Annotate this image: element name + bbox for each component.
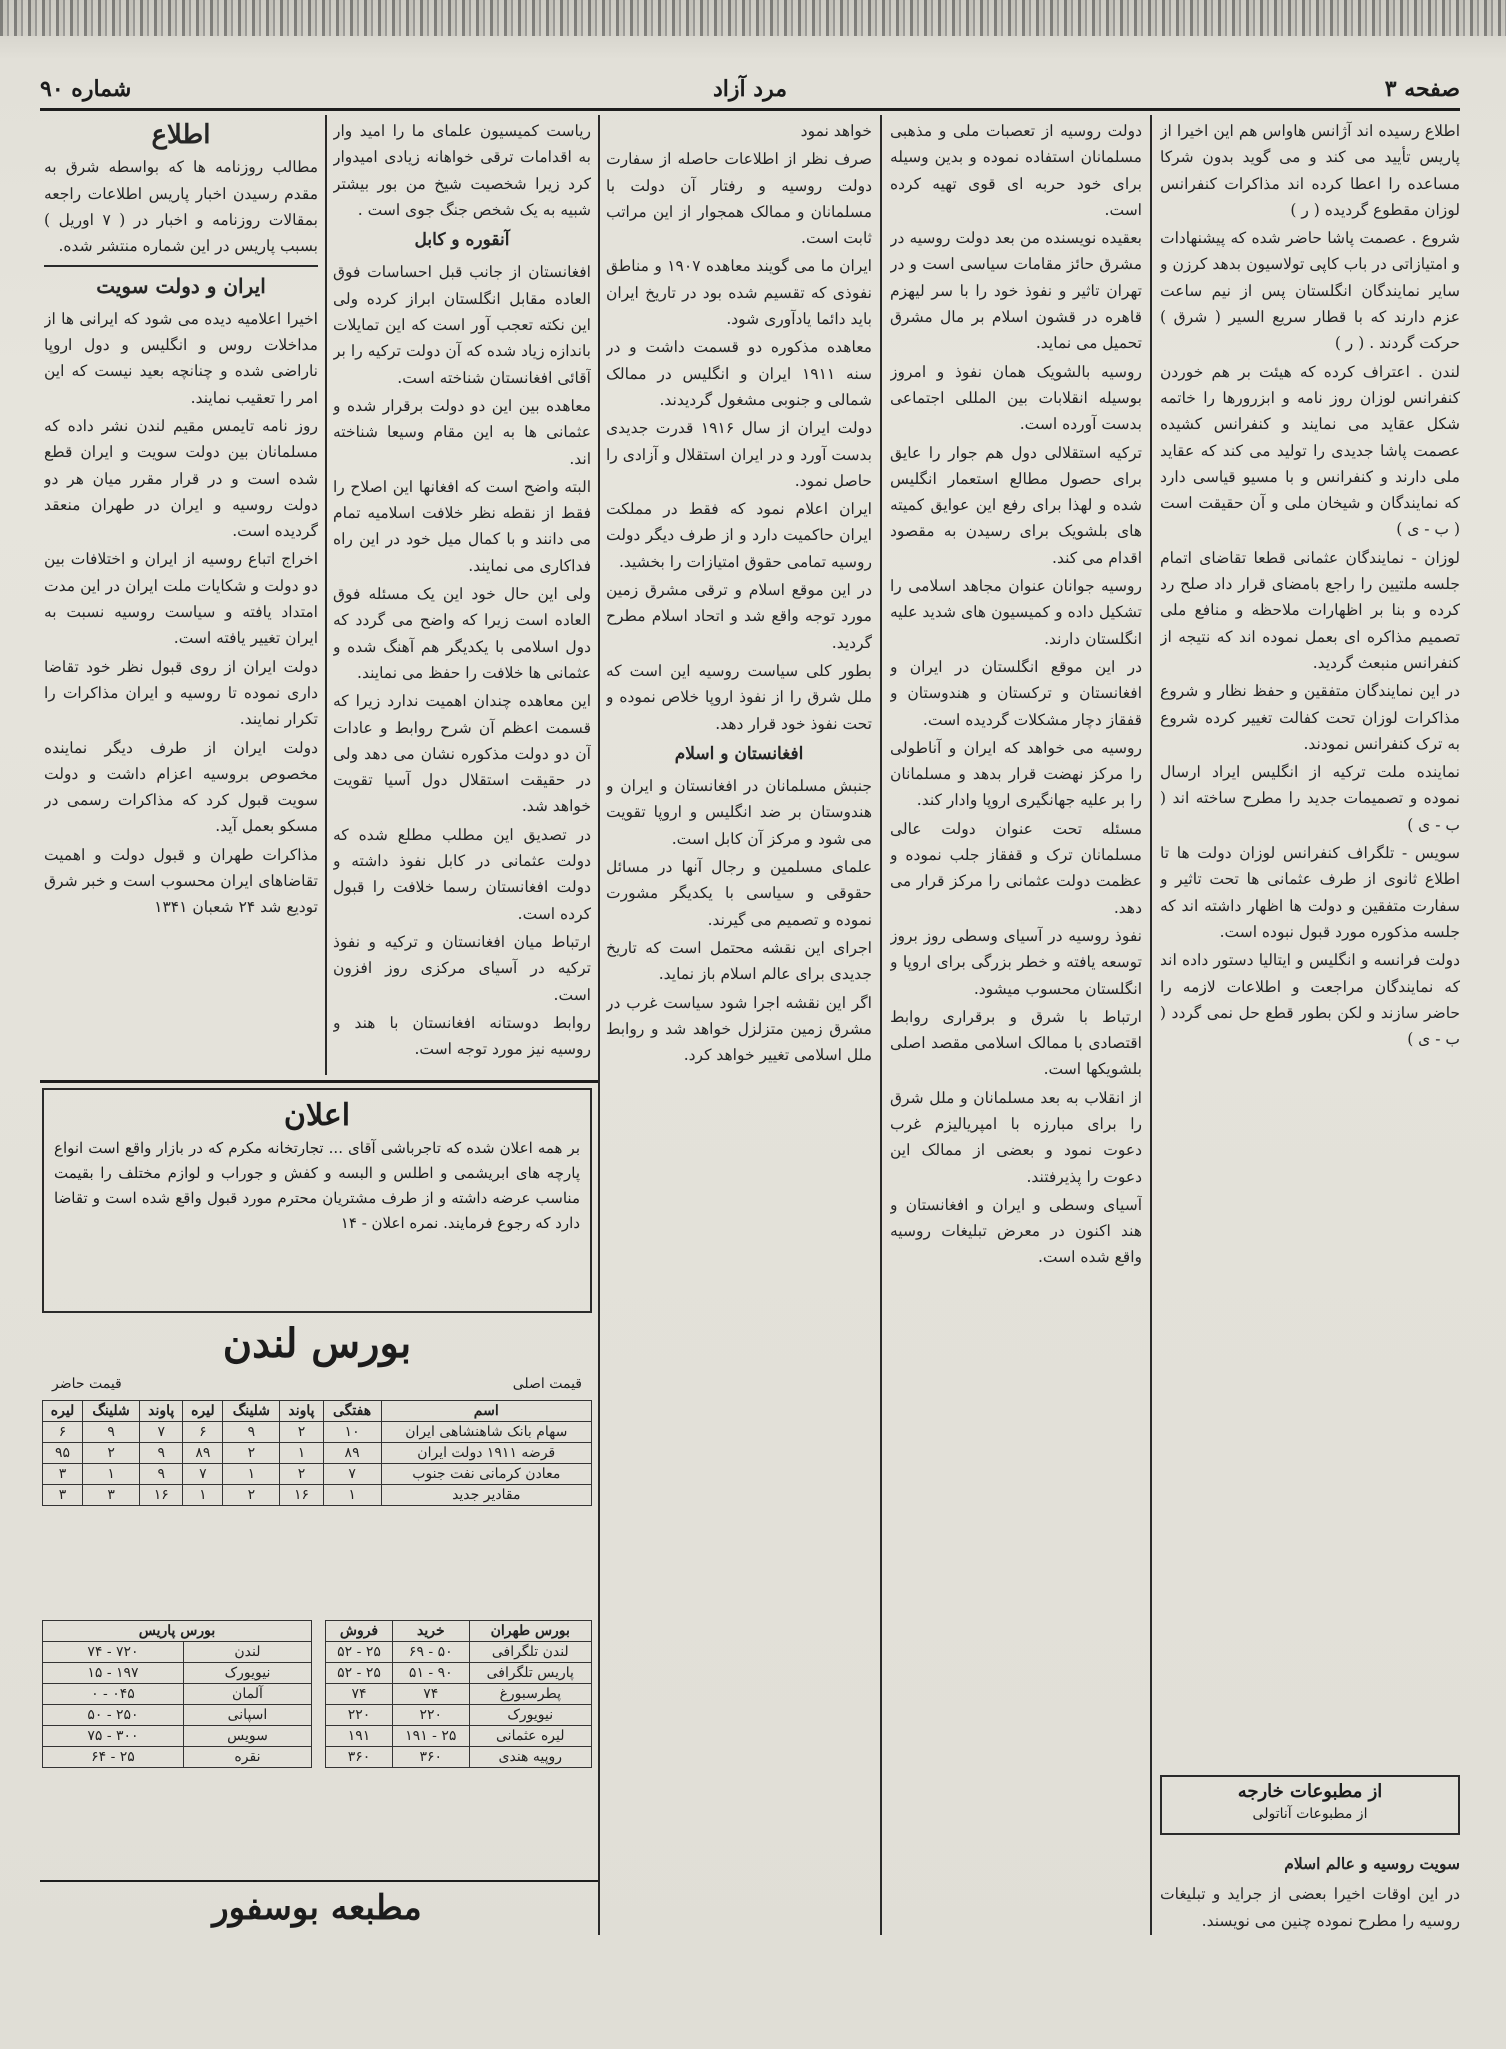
article-paragraph: بطور کلی سیاست روسیه این است که ملل شرق را از نفوذ اروپا خلاص نموده و تحت نفوذ خود قرار دهد.: [606, 661, 872, 733]
table-cell: ۶: [43, 1422, 83, 1443]
table-header: پاوند: [280, 1401, 323, 1422]
section-rule: [40, 1880, 598, 1882]
article-paragraph: ایران اعلام نمود که فقط در مملکت ایران حاکمیت دارد و از طرف دیگر دولت روسیه تمامی حقوق امتیازات را بخشید.: [606, 500, 872, 571]
column-foreign-news: [1160, 118, 1460, 1178]
page-number: صفحه ۳: [1384, 76, 1460, 102]
table-cell: ۳۰۰ - ۷۵: [43, 1726, 184, 1747]
section-heading: سویت روسیه و عالم اسلام: [1284, 1854, 1460, 1873]
table-cell: لیره عثمانی: [469, 1726, 591, 1747]
news-paragraph: در این اوقات اخیرا بعضی از جراید و تبلیغات روسیه را مطرح نموده چنین می نویسند.: [1160, 1885, 1460, 1930]
table-row: [43, 1642, 312, 1663]
table-header: فروش: [326, 1621, 393, 1642]
table-cell: آلمان: [183, 1684, 311, 1705]
table-cell: لندن تلگرافی: [469, 1642, 591, 1663]
table-cell: ۷۴: [326, 1684, 393, 1705]
table-cell: ۲: [223, 1443, 280, 1464]
table-cell: لندن: [183, 1642, 311, 1663]
table-row: [43, 1747, 312, 1768]
table-row: [43, 1485, 592, 1506]
section-rule: [40, 1080, 598, 1083]
issue-number: شماره ۹۰: [40, 76, 132, 102]
table-header: بورس طهران: [469, 1621, 591, 1642]
table-row: [43, 1422, 592, 1443]
foreign-press-subtitle: از مطبوعات آناتولی: [1252, 1806, 1368, 1822]
bourse-london-table: [42, 1400, 592, 1506]
table-header: پاوند: [140, 1401, 183, 1422]
article-paragraph: معاهده مذکوره دو قسمت داشت و در سنه ۱۹۱۱ ایران و انگلیس در ممالک شمالی و جنوبی مشغول گردیدند.: [606, 338, 872, 409]
section-rule: [44, 265, 318, 267]
news-paragraph: اطلاع رسیده اند آژانس هاواس هم این اخیرا از پاریس تأیید می کند و می گوید بدون شرکا مساعده را اعطا کرده اند مذاکرات کنفرانس لوزان مقطوع گردیده ( ر ): [1160, 122, 1460, 219]
table-cell: سهام بانک شاهنشاهی ایران: [381, 1422, 591, 1443]
column-russia-article: [890, 118, 1142, 1933]
table-cell: ۲۵ - ۱۹۱: [393, 1726, 470, 1747]
table-cell: ۲۵ - ۵۲: [326, 1642, 393, 1663]
article-paragraph: اخراج اتباع روسیه از ایران و اختلافات بین دو دولت و شکایات ملت ایران در این مدت امتداد یافته و سیاست روسیه نسبت به ایران تغییر یافته است.: [44, 550, 318, 648]
table-cell: سویس: [183, 1726, 311, 1747]
paper-name: مرد آزاد: [712, 76, 788, 102]
masthead: [40, 70, 1460, 110]
article-paragraph: دولت ایران از روی قبول نظر خود تقاضا داری نموده تا روسیه و ایران مذاکرات را تکرار نمایند.: [44, 657, 318, 729]
ad-text: بر همه اعلان شده که تاجرباشی آقای ... تجارتخانه مکرم که در بازار واقع است انواع پارچه های ابریشمی و اطلس و البسه و کفش و جوراب و لوازم مختلف را بقیمت مناسب عرضه داشته و از طرف مشتریان محترم مورد قبول واقع شده است و تقاضا دارد که رجوع فرمایند. نمره اعلان - ۱۴: [54, 1139, 580, 1232]
table-cell: ۸۹: [183, 1443, 223, 1464]
column-soviet-islam: [1160, 1845, 1460, 1935]
table-header: شلینگ: [223, 1401, 280, 1422]
table-cell: پطرسبورغ: [469, 1684, 591, 1705]
article-paragraph: ریاست کمیسیون علمای ما را امید وار به اقدامات ترقی خواهانه زیادی امیدوار کرد زیرا شخصیت شیخ من بور بیشتر شبیه به یک شخص جنگ جوی است .: [333, 122, 591, 219]
table-cell: نقره: [183, 1747, 311, 1768]
table-cell: اسپانی: [183, 1705, 311, 1726]
article-paragraph: روز نامه تایمس مقیم لندن نشر داده که مسلمانان بین دولت سویت و ایران قطع شده است و در قرار مقرر میان هر دو دولت روسیه و ایران در طهران منعقد گردیده است.: [44, 416, 318, 541]
printer-imprint: مطبعه بوسفور: [212, 1888, 422, 1928]
article-paragraph: دولت ایران از طرف دیگر نماینده مخصوص بروسیه اعزام داشت و دولت سویت قبول کرد که مذاکرات رسمی در مسکو بعمل آید.: [44, 738, 318, 836]
article-paragraph: خواهد نمود: [800, 122, 872, 140]
news-paragraph: دولت فرانسه و انگلیس و ایتالیا دستور داده اند که نمایندگان مراجعت و اطلاعات لازمه را حاضر سازند و لکن بطور قطع حل نمی گردد ( ب - ی ): [1160, 951, 1460, 1049]
table-cell: ۳: [43, 1464, 83, 1485]
table-cell: ۱: [223, 1464, 280, 1485]
section-heading: آنقوره و کابل: [414, 230, 510, 251]
table-cell: ۰۴۵ - ۰: [43, 1684, 184, 1705]
article-paragraph: در تصدیق این مطلب مطلع شده که دولت عثمانی در کابل نفوذ داشته و دولت افغانستان رسما خلافت را قبول کرده است.: [333, 825, 591, 923]
news-paragraph: در این نمایندگان متفقین و حفظ نظار و شروع مذاکرات لوزان تحت کفالت تغییر کرده شروع به ترک کنفرانس نمودند.: [1160, 682, 1460, 753]
section-heading: افغانستان و اسلام: [674, 743, 804, 764]
column-iran-treaty: [606, 118, 872, 1933]
ad-title: اعلان: [283, 1098, 351, 1133]
table-cell: ۲: [223, 1485, 280, 1506]
table-cell: ۹: [140, 1464, 183, 1485]
table-cell: ۹: [140, 1443, 183, 1464]
article-paragraph: علمای مسلمین و رجال آنها در مسائل حقوقی و سیاسی با یکدیگر مشورت نموده و تصمیم می گیرند.: [606, 858, 872, 929]
table-cell: ۹: [223, 1422, 280, 1443]
table-cell: پاریس تلگرافی: [469, 1663, 591, 1684]
table-cell: ۳: [43, 1485, 83, 1506]
article-paragraph: روسیه می خواهد که ایران و آناطولی را مرکز نهضت قرار بدهد و مسلمانان را بر علیه جهانگیری اروپا وادار کند.: [890, 738, 1142, 810]
article-paragraph: ولی این حال خود این یک مسئله فوق العاده است زیرا که واضح می گردد که دول اسلامی با یکدیگر هم آهنگ شده و عثمانی ها خلافت را حفظ می نمایند.: [333, 585, 591, 682]
table-cell: ۵۰ - ۶۹: [393, 1642, 470, 1663]
table-cell: ۸۹: [323, 1443, 381, 1464]
original-price-label: قیمت اصلی: [512, 1376, 582, 1392]
table-row: [43, 1663, 312, 1684]
table-cell: ۱۰: [323, 1422, 381, 1443]
table-cell: روپیه هندی: [469, 1747, 591, 1768]
table-header: شلینگ: [83, 1401, 140, 1422]
table-cell: ۱: [83, 1464, 140, 1485]
table-header-row: [43, 1621, 312, 1642]
table-row: [43, 1726, 312, 1747]
table-cell: ۳: [83, 1485, 140, 1506]
article-paragraph: روابط دوستانه افغانستان با هند و روسیه نیز مورد توجه است.: [333, 1013, 591, 1059]
advertisement-box: [42, 1088, 592, 1313]
notice-text: مطالب روزنامه ها که بواسطه شرق به مقدم رسیدن اخبار پاریس اطلاعات راجعه بمقالات روزنامه و اخبار در ( ۷ اوریل ) بسبب پاریس در این شماره منتشر شده.: [44, 158, 318, 256]
table-cell: ۷: [183, 1464, 223, 1485]
article-paragraph: ارتباط میان افغانستان و ترکیه و نفوذ ترکیه در آسیای مرکزی روز افزون است.: [333, 932, 591, 1004]
table-cell: مقادیر جدید: [381, 1485, 591, 1506]
article-paragraph: از انقلاب به بعد مسلمانان و ملل شرق را برای مبارزه با امپریالیزم غرب دعوت نمود و بعضی از ممالک این دعوت را پذیرفتند.: [890, 1088, 1142, 1186]
table-cell: ۲۵۰ - ۵۰: [43, 1705, 184, 1726]
table-header: لیره: [43, 1401, 83, 1422]
article-paragraph: روسیه بالشویک همان نفوذ و امروز بوسیله انقلابات بین المللی اجتماعی بدست آورده است.: [890, 362, 1142, 434]
column-afghanistan: [333, 118, 591, 1073]
table-cell: ۲: [280, 1464, 323, 1485]
scan-edge: [0, 0, 1506, 36]
article-paragraph: دولت روسیه از تعصبات ملی و مذهبی مسلمانان استفاده نموده و بدین وسیله برای خود حربه ای قوی تهیه کرده است.: [890, 122, 1142, 219]
table-cell: ۱۹۷ - ۱۵: [43, 1663, 184, 1684]
column-divider: [1150, 115, 1152, 1935]
table-row: [326, 1663, 592, 1684]
article-paragraph: روسیه جوانان عنوان مجاهد اسلامی را تشکیل داده و کمیسیون های شدید علیه انگلستان دارند.: [890, 577, 1142, 648]
article-paragraph: دولت ایران از سال ۱۹۱۶ قدرت جدیدی بدست آورد و در ایران استقلال و آزادی را حاصل نمود.: [606, 419, 872, 490]
table-cell: ۲: [83, 1443, 140, 1464]
table-row: [326, 1684, 592, 1705]
article-paragraph: جنبش مسلمانان در افغانستان و ایران و هندوستان بر ضد انگلیس و اروپا تقویت می شود و مرکز آن کابل است.: [606, 777, 872, 848]
table-header: بورس پاریس: [43, 1621, 312, 1642]
article-paragraph: ترکیه استقلالی دول هم جوار را عایق برای حصول مطالع استعمار انگلیس شده و لهذا برای رفع این عوایق کمیته های بلشویک برای رسیدن به مقصود اقدام می کند.: [890, 443, 1142, 567]
news-paragraph: لندن . اعتراف کرده که هیئت بر هم خوردن کنفرانس لوزان روز نامه و ابزرورها را خاتمه شکل عقاید می نمایند و کنفرانس کشیده عصمت پاشا جدیدی را تولید می کند که عقاید ملی دارند و کنفرانس و با مسیو قیاسی دارد که نمایندگان و شیخان ملی و آن حقیقت است ( ب - ی ): [1160, 362, 1460, 539]
table-header: لیره: [183, 1401, 223, 1422]
article-paragraph: ایران ما می گویند معاهده ۱۹۰۷ و مناطق نفوذی که تقسیم شده بود در تاریخ ایران باید دائما یادآوری شود.: [606, 257, 872, 329]
table-cell: ۷۲۰ - ۷۴: [43, 1642, 184, 1663]
table-cell: معادن کرمانی نفت جنوب: [381, 1464, 591, 1485]
table-cell: ۱۶: [140, 1485, 183, 1506]
article-paragraph: اخیرا اعلامیه دیده می شود که ایرانی ها از مداخلات روس و انگلیس و دول اروپا ناراضی شده و چنانچه بعید نیست که این امر را تعقیب نمایند.: [44, 309, 318, 407]
table-header-row: [43, 1401, 592, 1422]
table-header: هفتگی: [323, 1401, 381, 1422]
notice-title: اطلاع: [151, 120, 211, 150]
table-cell: ۹۰ - ۵۱: [393, 1663, 470, 1684]
table-cell: ۹۵: [43, 1443, 83, 1464]
table-cell: ۱۹۱: [326, 1726, 393, 1747]
column-divider: [325, 115, 327, 1075]
article-paragraph: نفوذ روسیه در آسیای وسطی روز بروز توسعه یافته و خطر بزرگی برای اروپا و انگلستان محسوب میشود.: [890, 926, 1142, 998]
table-cell: ۲۵ - ۵۲: [326, 1663, 393, 1684]
table-row: [326, 1726, 592, 1747]
article-paragraph: افغانستان از جانب قبل احساسات فوق العاده مقابل انگلستان ابراز کرده ولی این نکته تعجب آور است که این تمایلات باندازه زیاد شده که آن دولت ترکیه را بر آقائی افغانستان شناخته است.: [333, 263, 591, 387]
table-cell: ۳۶۰: [393, 1747, 470, 1768]
article-paragraph: ارتباط با شرق و برقراری روابط اقتصادی با ممالک اسلامی مقصد اصلی بلشویکها است.: [890, 1007, 1142, 1079]
column-iran-soviet: [44, 118, 318, 1073]
article-paragraph: بعقیده نویسنده من بعد دولت روسیه در مشرق حائز مقامات سیاسی است و در تهران تاثیر و نفوذ خود را با سر لیهزم قاهره در قشون اسلام بر مال مشرق تحمیل می نماید.: [890, 229, 1142, 353]
news-paragraph: لوزان - نمایندگان عثمانی قطعا تقاضای اتمام جلسه ملتیین را راجع بامضای قرار داد صلح رد کرده و بنا بر اظهارات ملاحظه و منافع ملی تصمیم مذاکره ای بعمل نموده اند که نتیجه از کنفرانس منبعث گردید.: [1160, 548, 1460, 672]
column-divider: [598, 115, 600, 1935]
bourse-paris-table: [42, 1620, 312, 1768]
column-divider: [880, 115, 882, 1935]
table-cell: ۲۲۰: [393, 1705, 470, 1726]
article-paragraph: اجرای این نقشه محتمل است که تاریخ جدیدی برای عالم اسلام باز نماید.: [606, 938, 872, 984]
bourse-title: بورس لندن: [222, 1320, 412, 1367]
table-cell: ۱: [280, 1443, 323, 1464]
article-paragraph: در این موقع اسلام و ترقی مشرق زمین مورد توجه واقع شد و اتحاد اسلام مطرح گردید.: [606, 581, 872, 652]
table-header: اسم: [381, 1401, 591, 1422]
article-paragraph: صرف نظر از اطلاعات حاصله از سفارت دولت روسیه و رفتار آن دولت با مسلمانان و ممالک همجوار از این مراتب ثابت است.: [606, 150, 872, 248]
article-paragraph: آسیای وسطی و ایران و افغانستان و هند اکنون در معرض تبلیغات روسیه واقع شده است.: [890, 1195, 1142, 1267]
current-price-label: قیمت حاضر: [52, 1376, 122, 1392]
table-cell: نیویورک: [469, 1705, 591, 1726]
table-row: [43, 1443, 592, 1464]
table-cell: ۲: [280, 1422, 323, 1443]
table-row: [326, 1642, 592, 1663]
foreign-press-title: از مطبوعات خارجه: [1237, 1781, 1383, 1802]
news-paragraph: نماینده ملت ترکیه از انگلیس ایراد ارسال نموده و تصمیمات جدید را مطرح ساخته اند ( ب - ی ): [1160, 763, 1460, 834]
news-paragraph: سویس - تلگراف کنفرانس لوزان دولت ها تا اطلاع ثانوی از طرف عثمانی ها تحت تاثیر و سفارت متفقین و دولت ها اظهار داشته اند که جلسه مذکوره مورد قبول نبوده است.: [1160, 844, 1460, 941]
table-row: [43, 1705, 312, 1726]
table-cell: ۷۴: [393, 1684, 470, 1705]
table-cell: ۷: [140, 1422, 183, 1443]
article-paragraph: این معاهده چندان اهمیت ندارد زیرا که قسمت اعظم آن شرح روابط و عادات آن دو دولت مذکوره نشان می دهد ولی در حقیقت استقلال دول آسیا تقویت خواهد شد.: [333, 692, 591, 816]
article-paragraph: مذاکرات طهران و قبول دولت و اهمیت تقاضاهای ایران محسوب است و خبر شرق تودیع شد ۲۴ شعبان ۱۳۴۱: [44, 845, 318, 917]
table-cell: ۱۶: [280, 1485, 323, 1506]
article-paragraph: اگر این نقشه اجرا شود سیاست غرب در مشرق زمین متزلزل خواهد شد و روابط ملل اسلامی تغییر خواهد کرد.: [606, 993, 872, 1065]
table-cell: نیویورک: [183, 1663, 311, 1684]
table-cell: ۲۵ - ۶۴: [43, 1747, 184, 1768]
table-cell: ۳۶۰: [326, 1747, 393, 1768]
article-paragraph: معاهده بین این دو دولت برقرار شده و عثمانی ها به این مقام وسیعا شناخته اند.: [333, 396, 591, 468]
table-cell: ۱: [183, 1485, 223, 1506]
news-paragraph: شروع . عصمت پاشا حاضر شده که پیشنهادات و امتیازاتی در باب کاپی تولاسیون بدهد کرزن و سایر نمایندگان انگلستان پس از نیم ساعت عزم دارند که با قطار سریع السیر ( شرق ) حرکت گردند . ( ر ): [1160, 229, 1460, 353]
table-cell: ۱: [323, 1485, 381, 1506]
table-row: [326, 1747, 592, 1768]
table-row: [43, 1684, 312, 1705]
table-header: خرید: [393, 1621, 470, 1642]
section-heading: ایران و دولت سویت: [96, 274, 266, 299]
foreign-press-box: [1160, 1775, 1460, 1835]
table-cell: ۲۲۰: [326, 1705, 393, 1726]
table-cell: ۷: [323, 1464, 381, 1485]
bourse-tehran-table: [325, 1620, 592, 1768]
table-cell: قرضه ۱۹۱۱ دولت ایران: [381, 1443, 591, 1464]
article-paragraph: البته واضح است که افغانها این اصلاح را فقط از نقطه نظر خلافت اسلامیه تمام می دانند و با کمال میل خود در این راه فداکاری می نمایند.: [333, 477, 591, 575]
table-row: [43, 1464, 592, 1485]
table-row: [326, 1705, 592, 1726]
table-header-row: [326, 1621, 592, 1642]
article-paragraph: مسئله تحت عنوان دولت عالی مسلمانان ترک و قفقاز جلب نموده و عظمت دولت عثمانی را مرکز قرار می دهد.: [890, 819, 1142, 917]
article-paragraph: در این موقع انگلستان در ایران و افغانستان و ترکستان و هندوستان و قفقاز دچار مشکلات گردیده است.: [890, 657, 1142, 729]
table-cell: ۶: [183, 1422, 223, 1443]
table-cell: ۹: [83, 1422, 140, 1443]
header-rule: [40, 108, 1460, 111]
